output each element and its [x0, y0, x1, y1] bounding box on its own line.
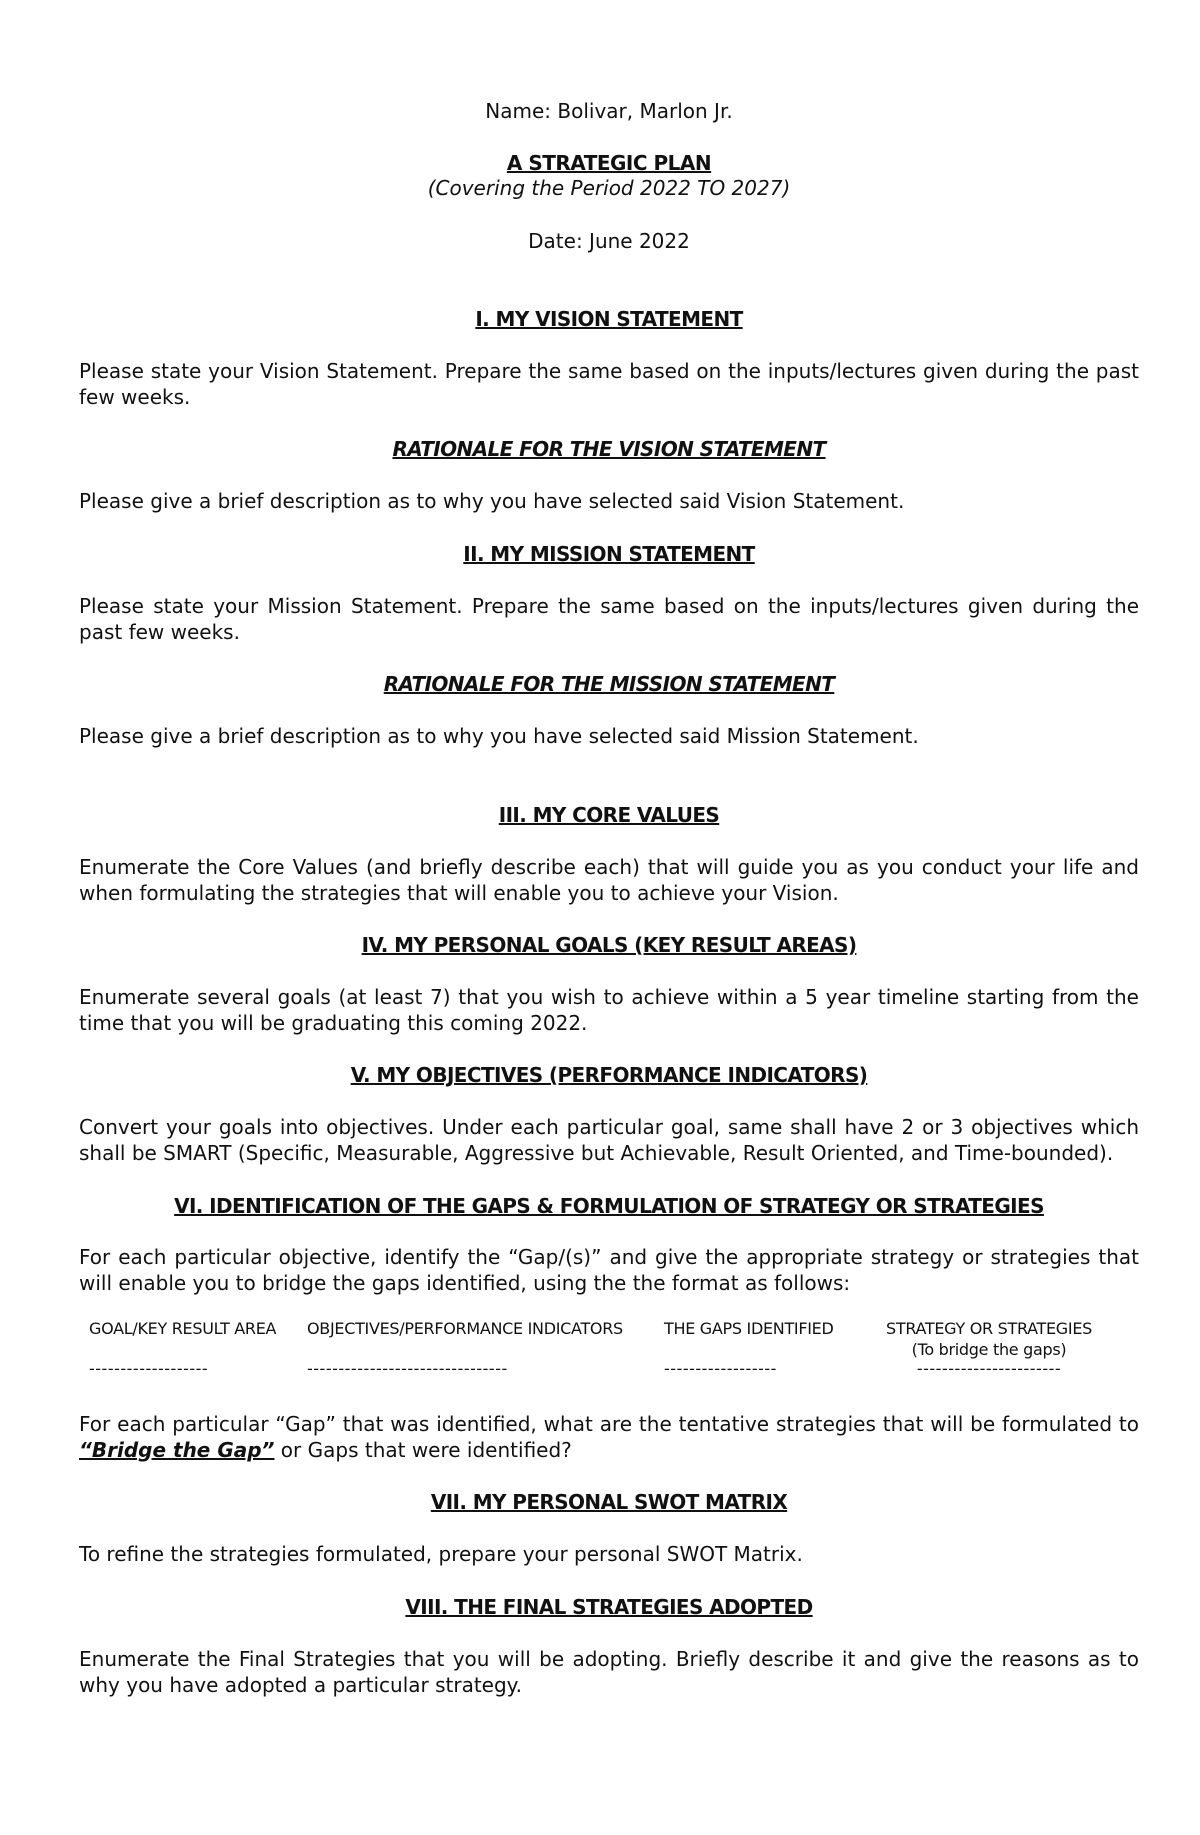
core-values-heading: III. MY CORE VALUES	[498, 803, 720, 827]
date-line: Date: June 2022	[528, 229, 690, 253]
column-goal-dashes: -------------------	[89, 1359, 209, 1378]
name-line: Name: Bolivar, Marlon Jr.	[485, 99, 733, 123]
gaps-followup-post: or Gaps that were identified?	[274, 1438, 572, 1462]
column-gaps-header: THE GAPS IDENTIFIED	[664, 1319, 834, 1338]
swot-text: To refine the strategies formulated, prepare your personal SWOT Matrix.	[79, 1542, 803, 1566]
column-gaps-dashes: ------------------	[664, 1359, 777, 1378]
gaps-heading: VI. IDENTIFICATION OF THE GAPS & FORMULATION OF STRATEGY OR STRATEGIES	[174, 1194, 1044, 1218]
gaps-text: For each particular objective, identify the “Gap/(s)” and give the appropriate strategy or strategies that will enable you to bridge the gaps identified, using the the format as follows:	[79, 1245, 1139, 1295]
goals-heading: IV. MY PERSONAL GOALS (KEY RESULT AREAS)	[361, 933, 857, 957]
plan-title: A STRATEGIC PLAN	[506, 151, 712, 175]
mission-heading: II. MY MISSION STATEMENT	[463, 542, 755, 566]
vision-text: Please state your Vision Statement. Prepare the same based on the inputs/lectures given during the past few weeks.	[79, 359, 1139, 409]
column-strategies-header: STRATEGY OR STRATEGIES	[885, 1319, 1092, 1338]
column-strategies	[874, 1318, 1104, 1378]
vision-heading: I. MY VISION STATEMENT	[475, 307, 743, 331]
mission-rationale-text: Please give a brief description as to why you have selected said Mission Statement.	[79, 724, 919, 748]
core-values-text: Enumerate the Core Values (and briefly describe each) that will guide you as you conduct your life and when formulating the strategies that will enable you to achieve your Vision.	[79, 855, 1139, 905]
swot-heading: VII. MY PERSONAL SWOT MATRIX	[430, 1490, 788, 1514]
column-strategies-dashes: -----------------------	[916, 1359, 1062, 1378]
gaps-format-table	[79, 1318, 1139, 1378]
column-gaps	[664, 1318, 854, 1378]
vision-rationale-text: Please give a brief description as to why you have selected said Vision Statement.	[79, 489, 905, 513]
column-goal	[89, 1318, 289, 1378]
gaps-followup-text	[79, 1411, 1139, 1463]
column-objectives-dashes: --------------------------------	[307, 1359, 508, 1378]
column-objectives	[307, 1318, 647, 1378]
vision-rationale-heading: RATIONALE FOR THE VISION STATEMENT	[392, 437, 826, 461]
column-objectives-header: OBJECTIVES/PERFORMANCE INDICATORS	[307, 1319, 623, 1338]
column-strategies-subheader: (To bridge the gaps)	[911, 1340, 1067, 1359]
column-goal-header: GOAL/KEY RESULT AREA	[89, 1319, 277, 1338]
plan-period: (Covering the Period 2022 TO 2027)	[427, 176, 791, 200]
final-strategies-heading: VIII. THE FINAL STRATEGIES ADOPTED	[405, 1595, 813, 1619]
goals-text: Enumerate several goals (at least 7) that you wish to achieve within a 5 year timeline starting from the time that you will be graduating this coming 2022.	[79, 985, 1139, 1035]
bridge-the-gap-emphasis: “Bridge the Gap”	[79, 1438, 275, 1462]
mission-rationale-heading: RATIONALE FOR THE MISSION STATEMENT	[383, 672, 835, 696]
final-strategies-text: Enumerate the Final Strategies that you will be adopting. Briefly describe it and give the reasons as to why you have adopted a particular strategy.	[79, 1647, 1139, 1697]
objectives-text: Convert your goals into objectives. Under each particular goal, same shall have 2 or 3 objectives which shall be SMART (Specific, Measurable, Aggressive but Achievable, Result Oriented, and Time-bounded).	[79, 1115, 1139, 1165]
gaps-followup-pre: For each particular “Gap” that was identified, what are the tentative strategies that will be formulated to	[79, 1412, 1139, 1436]
mission-text: Please state your Mission Statement. Prepare the same based on the inputs/lectures given during the past few weeks.	[79, 594, 1139, 644]
objectives-heading: V. MY OBJECTIVES (PERFORMANCE INDICATORS)	[350, 1063, 868, 1087]
